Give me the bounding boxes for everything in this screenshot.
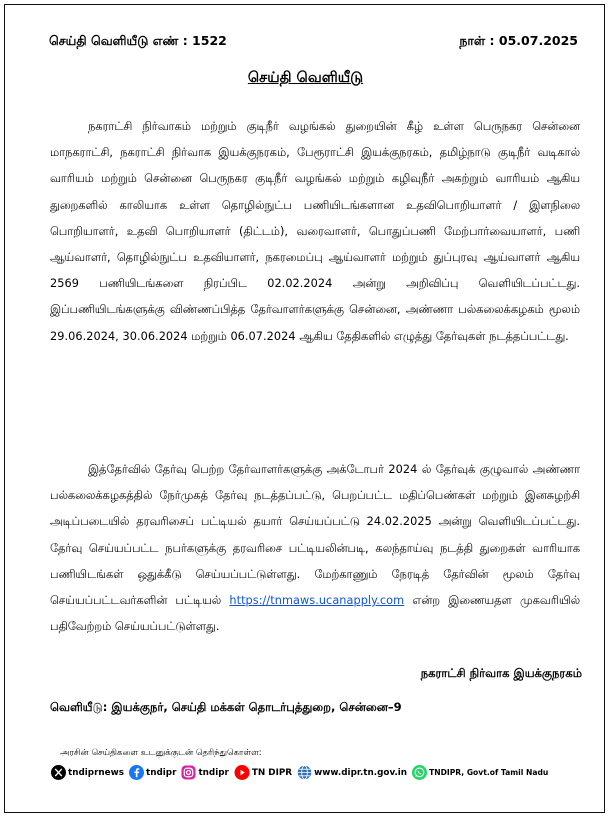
social-x[interactable] (51, 765, 124, 780)
website-url: www.dipr.tn.gov.in (314, 767, 408, 778)
social-instagram[interactable] (181, 765, 228, 780)
x-icon (51, 765, 66, 780)
youtube-handle: TN DIPR (251, 767, 293, 778)
whatsapp-icon (412, 765, 427, 780)
social-whatsapp[interactable] (412, 765, 548, 780)
social-bar (51, 765, 601, 780)
paragraph-1-text: நகராட்சி நிர்வாகம் மற்றும் குடிநீர் வழங்கல் துறையின் கீழ் உள்ள பெருநகர சென்னை மாநகராட்சி, நகராட்சி நிர்வாக இயக்குநரகம், பேரூராட்சி இயக்குநரகம், தமிழ்நாடு குடிநீர் வடிகால் வாரியம் மற்றும் சென்னை பெருநகர குடிநீர் வழங்கல் மற்றும் கழிவுநீர் அகற்றும் வாரியம் ஆகிய துறைகளில் காலியாக உள்ள தொழில்நுட்ப பணியிடங்களான உதவிபொறியாளர் / இளநிலை பொறியாளர், உதவி பொறியாளர் (திட்டம்), வரைவாளர், பொதுப்பணி மேற்பார்வையாளர், பணி ஆய்வாளர், தொழில்நுட்ப உதவியாளர், நகரமைப்பு ஆய்வாளர் மற்றும் துப்புரவு ஆய்வாளர் ஆகிய 2569 பணியிடங்களை நிரப்பிட 02.02.2024 அன்று அறிவிப்பு வெளியிடப்பட்டது. இப்பணியிடங்களுக்கு விண்ணப்பித்த தேர்வாளர்களுக்கு சென்னை, அண்ணா பல்கலைக்கழகம் மூலம் 29.06.2024, 30.06.2024 மற்றும் 06.07.2024 ஆகிய தேதிகளில் எழுத்து தேர்வுகள் நடத்தப்பட்டது. (50, 120, 580, 343)
results-link[interactable]: https://tnmaws.ucanapply.com (229, 594, 405, 608)
paragraph-2 (50, 457, 580, 640)
globe-icon (297, 765, 312, 780)
social-facebook[interactable] (129, 765, 176, 780)
header (49, 33, 578, 50)
signature: நகராட்சி நிர்வாக இயக்குநரகம் (420, 666, 582, 680)
social-website[interactable] (297, 765, 407, 780)
facebook-handle: tndipr (146, 767, 177, 778)
x-handle: tndiprnews (68, 767, 125, 778)
facebook-icon (129, 765, 144, 780)
paragraph-1 (50, 114, 580, 350)
paragraph-2-text-a: இத்தேர்வில் தேர்வு பெற்ற தேர்வாளர்களுக்கு அக்டோபர் 2024 ல் தேர்வுக் குழுவால் அண்ணா பல்கலைக்கழகத்தில் நேர்முகத் தேர்வு நடத்தப்பட்டு, பெறப்பட்ட மதிப்பெண்கள் மற்றும் இனசுழற்சி அடிப்படையில் தரவரிசைப் பட்டியல் தயார் செய்யப்பட்டு 24.02.2025 அன்று வெளியிடப்பட்டது. தேர்வு செய்யப்பட்ட நபர்களுக்கு தரவரிசை பட்டியலின்படி, கலந்தாய்வு நடத்தி துறைகள் வாரியாக பணியிடங்கள் ஒதுக்கீடு செய்யப்பட்டுள்ளது. மேற்காணும் நேரடித் தேர்வின் மூலம் தேர்வு செய்யப்பட்டவர்களின் பட்டியல் (50, 463, 580, 608)
social-youtube[interactable] (234, 765, 292, 780)
release-number: செய்தி வெளியீடு எண் : 1522 (49, 33, 227, 48)
instagram-icon (181, 765, 196, 780)
follow-text: அரசின் செய்திகளை உடனுக்குடன் தெரிந்துகொள்ள: (60, 748, 262, 758)
paragraph-2-text-b: என்ற இணையதள முகவரியில் பதிவேற்றம் செய்யப்பட்டுள்ளது. (50, 594, 580, 634)
whatsapp-handle: TNDIPR, Govt.of Tamil Nadu (429, 768, 549, 777)
release-line: வெளியீடு: இயக்குநர், செய்தி மக்கள் தொடர்புத்துறை, சென்னை–9 (50, 700, 402, 714)
instagram-handle: tndipr (198, 767, 229, 778)
youtube-icon (234, 765, 250, 780)
page-title: செய்தி வெளியீடு (247, 70, 364, 86)
release-date: நாள் : 05.07.2025 (459, 33, 578, 48)
